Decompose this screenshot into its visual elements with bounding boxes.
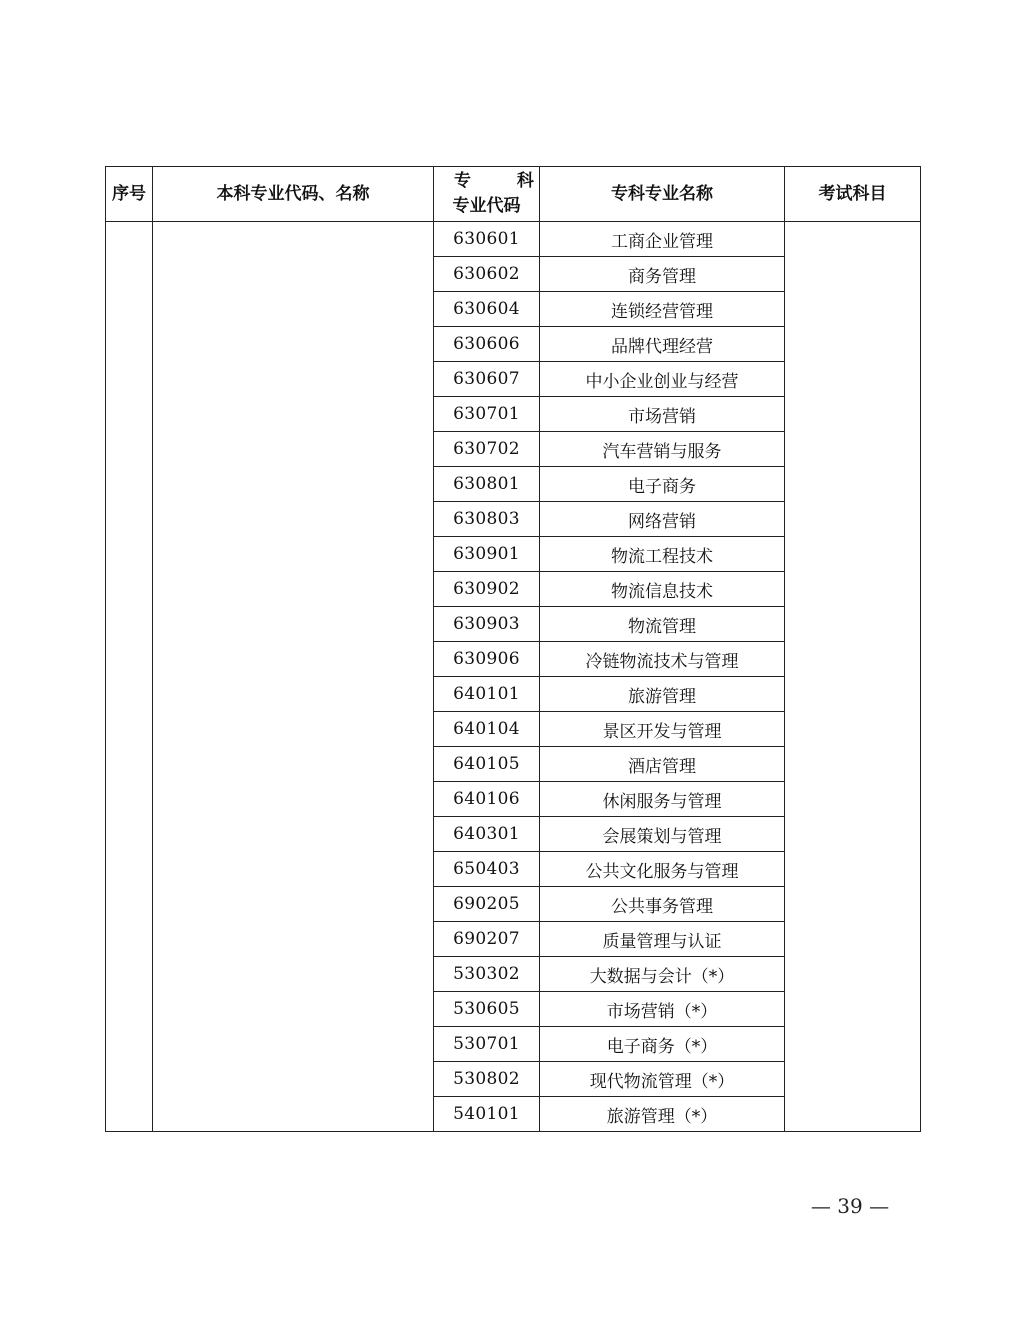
undergrad-major-cell	[153, 222, 434, 1132]
major-code-cell: 630604	[434, 292, 540, 327]
major-code-cell: 640101	[434, 677, 540, 712]
major-code-cell: 630607	[434, 362, 540, 397]
major-name-cell: 旅游管理	[540, 677, 785, 712]
major-code-cell: 640104	[434, 712, 540, 747]
major-code-cell: 630606	[434, 327, 540, 362]
major-name-cell: 中小企业创业与经营	[540, 362, 785, 397]
major-code-cell: 630801	[434, 467, 540, 502]
major-name-cell: 景区开发与管理	[540, 712, 785, 747]
major-code-cell: 530802	[434, 1062, 540, 1097]
major-code-cell: 640106	[434, 782, 540, 817]
major-name-cell: 连锁经营管理	[540, 292, 785, 327]
header-undergrad-major: 本科专业代码、名称	[153, 167, 434, 222]
header-row	[106, 167, 921, 222]
major-name-cell: 物流工程技术	[540, 537, 785, 572]
major-code-cell: 530701	[434, 1027, 540, 1062]
major-name-cell: 商务管理	[540, 257, 785, 292]
major-name-cell: 质量管理与认证	[540, 922, 785, 957]
major-code-cell: 630906	[434, 642, 540, 677]
major-code-cell: 630701	[434, 397, 540, 432]
exam-subjects-cell	[785, 222, 921, 1132]
major-name-cell: 品牌代理经营	[540, 327, 785, 362]
major-code-cell: 530302	[434, 957, 540, 992]
major-name-cell: 网络营销	[540, 502, 785, 537]
header-code-line1: 专 科	[454, 171, 554, 191]
major-name-cell: 物流管理	[540, 607, 785, 642]
major-code-cell: 690205	[434, 887, 540, 922]
major-code-cell: 630601	[434, 222, 540, 257]
major-name-cell: 市场营销（*）	[540, 992, 785, 1027]
major-code-cell: 630902	[434, 572, 540, 607]
major-code-cell: 630901	[434, 537, 540, 572]
table-row	[106, 222, 921, 257]
major-name-cell: 公共文化服务与管理	[540, 852, 785, 887]
major-code-cell: 530605	[434, 992, 540, 1027]
header-major-name: 专科专业名称	[540, 167, 785, 222]
major-name-cell: 冷链物流技术与管理	[540, 642, 785, 677]
major-name-cell: 工商企业管理	[540, 222, 785, 257]
major-code-cell: 540101	[434, 1097, 540, 1132]
table-body	[106, 222, 921, 1132]
major-code-cell: 650403	[434, 852, 540, 887]
header-code-line2: 专业代码	[452, 196, 521, 216]
major-code-cell: 640301	[434, 817, 540, 852]
seq-cell	[106, 222, 153, 1132]
major-name-cell: 物流信息技术	[540, 572, 785, 607]
major-name-cell: 旅游管理（*）	[540, 1097, 785, 1132]
header-exam-subjects: 考试科目	[785, 167, 921, 222]
major-code-cell: 630903	[434, 607, 540, 642]
majors-table	[105, 166, 921, 1132]
major-code-cell: 630803	[434, 502, 540, 537]
major-code-cell: 640105	[434, 747, 540, 782]
major-code-cell: 630602	[434, 257, 540, 292]
major-code-cell: 690207	[434, 922, 540, 957]
major-name-cell: 休闲服务与管理	[540, 782, 785, 817]
major-name-cell: 电子商务	[540, 467, 785, 502]
header-code	[434, 167, 554, 222]
major-name-cell: 电子商务（*）	[540, 1027, 785, 1062]
major-name-cell: 市场营销	[540, 397, 785, 432]
major-name-cell: 公共事务管理	[540, 887, 785, 922]
major-name-cell: 汽车营销与服务	[540, 432, 785, 467]
major-name-cell: 会展策划与管理	[540, 817, 785, 852]
major-name-cell: 酒店管理	[540, 747, 785, 782]
page-number: — 39 —	[810, 1194, 890, 1218]
major-code-cell: 630702	[434, 432, 540, 467]
major-name-cell: 现代物流管理（*）	[540, 1062, 785, 1097]
header-seq: 序号	[106, 167, 153, 222]
major-name-cell: 大数据与会计（*）	[540, 957, 785, 992]
